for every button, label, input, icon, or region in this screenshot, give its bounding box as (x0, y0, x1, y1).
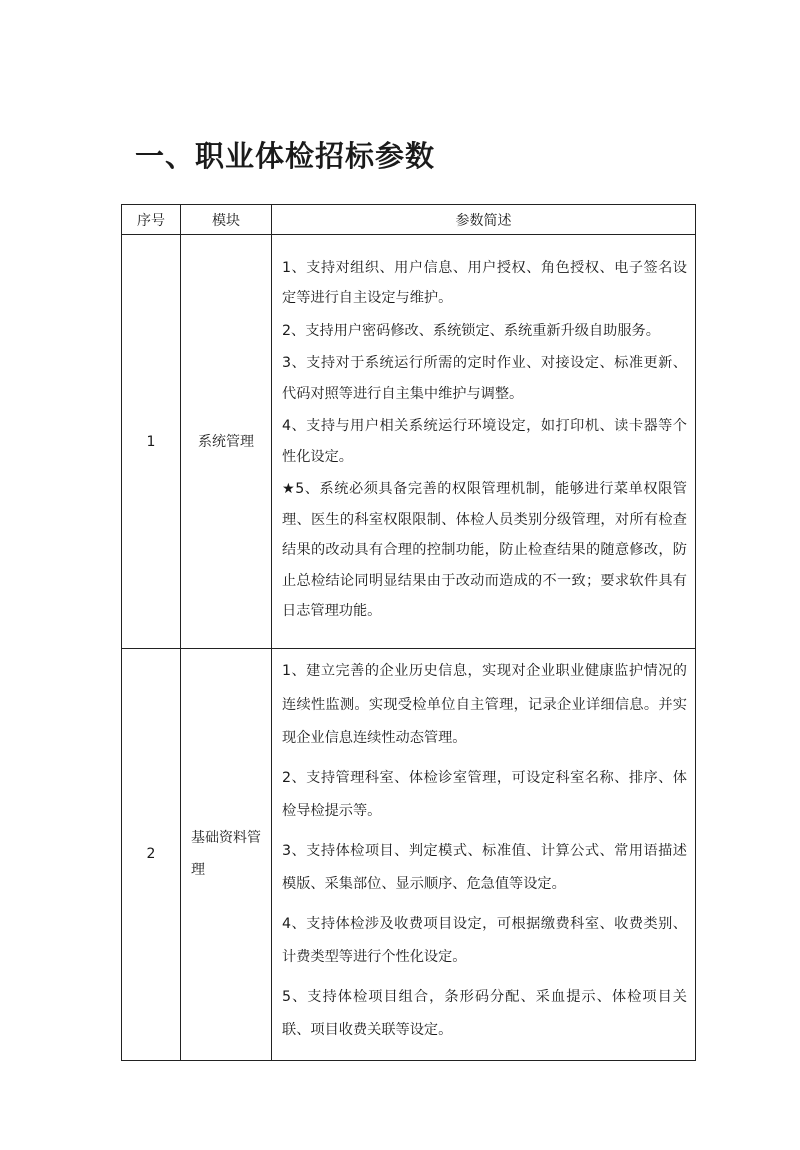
description-item: 3、支持体检项目、判定模式、标准值、计算公式、常用语描述模版、采集部位、显示顺序、危急值等设定。 (282, 842, 687, 892)
description-item: 4、支持与用户相关系统运行环境设定，如打印机、读卡器等个性化设定。 (282, 418, 687, 465)
description-item: 1、建立完善的企业历史信息，实现对企业职业健康监护情况的连续性监测。实现受检单位自主管理，记录企业详细信息。并实现企业信息连续性动态管理。 (282, 663, 687, 746)
row-number: 2 (122, 649, 181, 1061)
description-cell (272, 235, 696, 649)
module-name: 基础资料管理 (191, 830, 261, 879)
page-title: 一、职业体检招标参数 (135, 139, 436, 173)
description-item: ★5、系统必须具备完善的权限管理机制，能够进行菜单权限管理、医生的科室权限限制、体检人员类别分级管理，对所有检查结果的改动具有合理的控制功能，防止检查结果的随意修改，防止总检结论同明显结果由于改动而造成的不一致；要求软件具有日志管理功能。 (282, 481, 687, 619)
parameter-table (121, 204, 696, 1061)
module-name: 系统管理 (198, 433, 254, 450)
table-row (122, 649, 696, 1061)
description-item: 1、支持对组织、用户信息、用户授权、角色授权、电子签名设定等进行自主设定与维护。 (282, 259, 687, 306)
header-description: 参数简述 (272, 205, 696, 235)
description-item: 2、支持用户密码修改、系统锁定、系统重新升级自助服务。 (282, 322, 660, 339)
description-item: 2、支持管理科室、体检诊室管理，可设定科室名称、排序、体检导检提示等。 (282, 769, 687, 819)
header-no: 序号 (122, 205, 181, 235)
module-cell (181, 649, 272, 1061)
description-cell (272, 649, 696, 1061)
table-row (122, 235, 696, 649)
description-item: 5、支持体检项目组合，条形码分配、采血提示、体检项目关联、项目收费关联等设定。 (282, 988, 687, 1038)
description-item: 4、支持体检涉及收费项目设定，可根据缴费科室、收费类别、计费类型等进行个性化设定。 (282, 915, 687, 965)
row-number: 1 (122, 235, 181, 649)
header-module: 模块 (181, 205, 272, 235)
table-header-row (122, 205, 696, 235)
module-cell (181, 235, 272, 649)
description-item: 3、支持对于系统运行所需的定时作业、对接设定、标准更新、代码对照等进行自主集中维护与调整。 (282, 355, 687, 402)
